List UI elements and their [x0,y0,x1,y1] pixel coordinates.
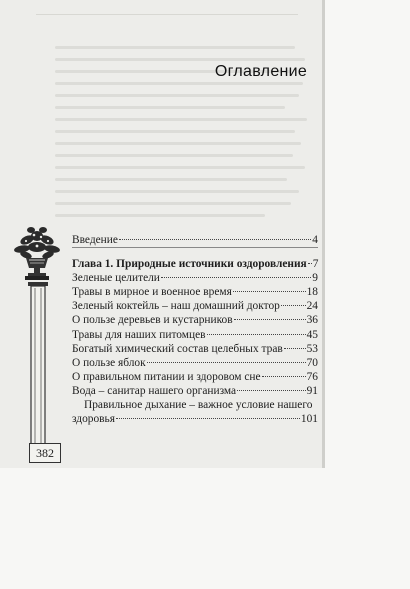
toc-entry-page: 18 [306,286,318,299]
page-title: Оглавление [214,63,308,80]
toc-leader-dots [234,319,306,320]
toc-entry-page: 53 [306,342,318,355]
toc-leader-dots [237,390,306,391]
toc-chapter [72,257,318,271]
header-rule [36,14,298,15]
toc-entry-title: О пользе деревьев и кустарников [72,314,233,327]
toc-entry-page: 91 [306,384,318,397]
toc-leader-dots [147,362,306,363]
toc-entry-continuation [72,412,318,426]
toc-entry-title: О правильном питании и здоровом сне [72,370,261,383]
toc-leader-dots [308,263,312,264]
toc-entry-title: Правильное дыхание – важное условие нашего [84,399,313,412]
toc-entry-title: Богатый химический состав целебных трав [72,342,283,355]
toc-leader-dots [281,305,306,306]
toc-leader-dots [284,348,306,349]
toc-entry-page: 7 [312,258,319,271]
toc-entry [72,398,318,412]
toc-entry [72,342,318,356]
page-number: 382 [29,443,61,463]
toc-entry [72,271,318,285]
toc-entry-title: Зеленый коктейль – наш домашний доктор [72,300,280,313]
toc-entry-title: Зеленые целители [72,272,160,285]
plant-vase-icon [12,222,62,282]
toc-entry-page: 36 [306,314,318,327]
toc-entry [72,299,318,313]
toc-entry-title: О пользе яблок [72,356,146,369]
toc-leader-dots [161,277,311,278]
toc-entry-page: 70 [306,356,318,369]
toc-entry [72,313,318,327]
toc-entry-page: 45 [306,328,318,341]
toc-entry-title: Травы для наших питомцев [72,328,206,341]
toc-entry-title: Глава 1. Природные источники оздоровления [72,258,307,271]
toc-entry [72,356,318,370]
toc-leader-dots [119,239,311,240]
table-of-contents [72,233,318,426]
toc-entry-page: 101 [300,413,318,426]
toc-entry-page: 9 [312,272,318,285]
toc-entry-title: Введение [72,234,118,246]
toc-entry-title: здоровья [72,413,115,426]
toc-leader-dots [262,376,306,377]
toc-leader-dots [233,291,306,292]
toc-entry-page: 4 [312,234,318,246]
toc-entry [72,384,318,398]
toc-entry [72,233,318,248]
toc-entry [72,328,318,342]
toc-leader-dots [116,418,300,419]
page-edge [322,0,325,468]
decorative-column [28,282,48,452]
toc-entry-title: Травы в мирное и военное время [72,286,232,299]
toc-entry-title: Вода – санитар нашего организма [72,384,237,397]
toc-entry-page: 24 [306,300,318,313]
toc-entry [72,285,318,299]
toc-leader-dots [207,334,306,335]
toc-entry [72,370,318,384]
toc-entry-page: 76 [306,370,318,383]
